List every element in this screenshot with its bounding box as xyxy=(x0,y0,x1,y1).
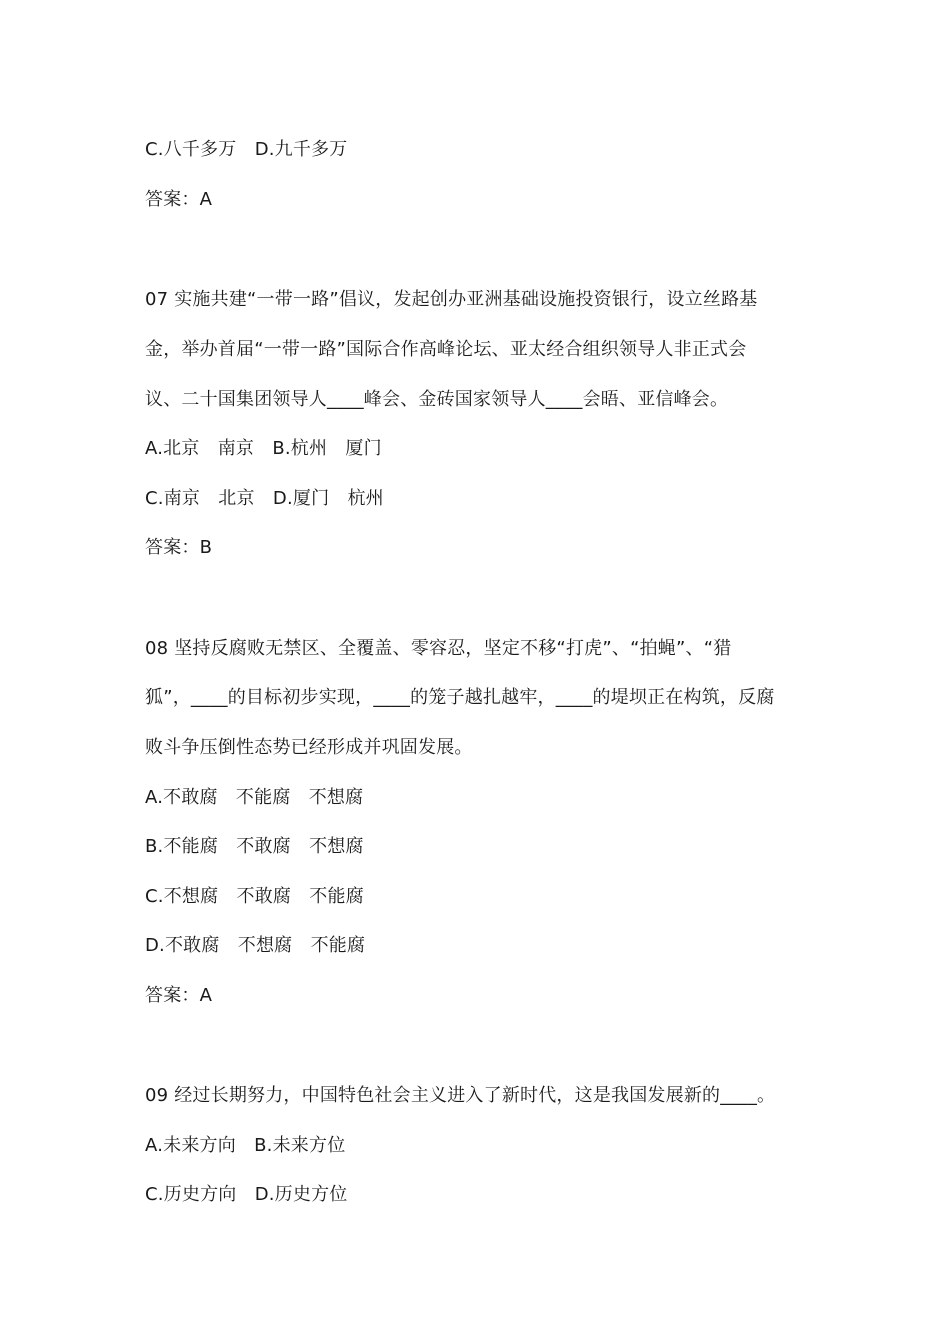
q06-options-cd: C.八千多万 D.九千多万 xyxy=(145,139,348,160)
q07-stem-line-2: 金，举办首届“一带一路”国际合作高峰论坛、亚太经合组织领导人非正式会 xyxy=(145,339,747,360)
q08-option-c: C.不想腐 不敢腐 不能腐 xyxy=(145,886,364,907)
q08-option-b: B.不能腐 不敢腐 不想腐 xyxy=(145,836,364,857)
q07-options-cd: C.南京 北京 D.厦门 杭州 xyxy=(145,488,384,509)
q07-stem-line-3: 议、二十国集团领导人____峰会、金砖国家领导人____会晤、亚信峰会。 xyxy=(145,389,729,410)
q08-answer: 答案：A xyxy=(145,985,213,1006)
q09-options-ab: A.未来方向 B.未来方位 xyxy=(145,1135,346,1156)
q06-answer: 答案：A xyxy=(145,189,213,210)
q08-stem-line-3: 败斗争压倒性态势已经形成并巩固发展。 xyxy=(145,737,473,758)
q08-option-d: D.不敢腐 不想腐 不能腐 xyxy=(145,935,366,956)
q07-options-ab: A.北京 南京 B.杭州 厦门 xyxy=(145,438,382,459)
q07-stem-line-1: 07 实施共建“一带一路”倡议，发起创办亚洲基础设施投资银行，设立丝路基 xyxy=(145,289,758,310)
q08-stem-line-1: 08 坚持反腐败无禁区、全覆盖、零容忍，坚定不移“打虎”、“拍蝇”、“猎 xyxy=(145,638,732,659)
q09-options-cd: C.历史方向 D.历史方位 xyxy=(145,1184,348,1205)
q08-option-a: A.不敢腐 不能腐 不想腐 xyxy=(145,787,364,808)
q09-stem: 09 经过长期努力，中国特色社会主义进入了新时代，这是我国发展新的____。 xyxy=(145,1085,776,1106)
q07-answer: 答案：B xyxy=(145,537,213,558)
q08-stem-line-2: 狐”，____的目标初步实现，____的笼子越扎越牢，____的堤坝正在构筑，反腐 xyxy=(145,687,775,708)
